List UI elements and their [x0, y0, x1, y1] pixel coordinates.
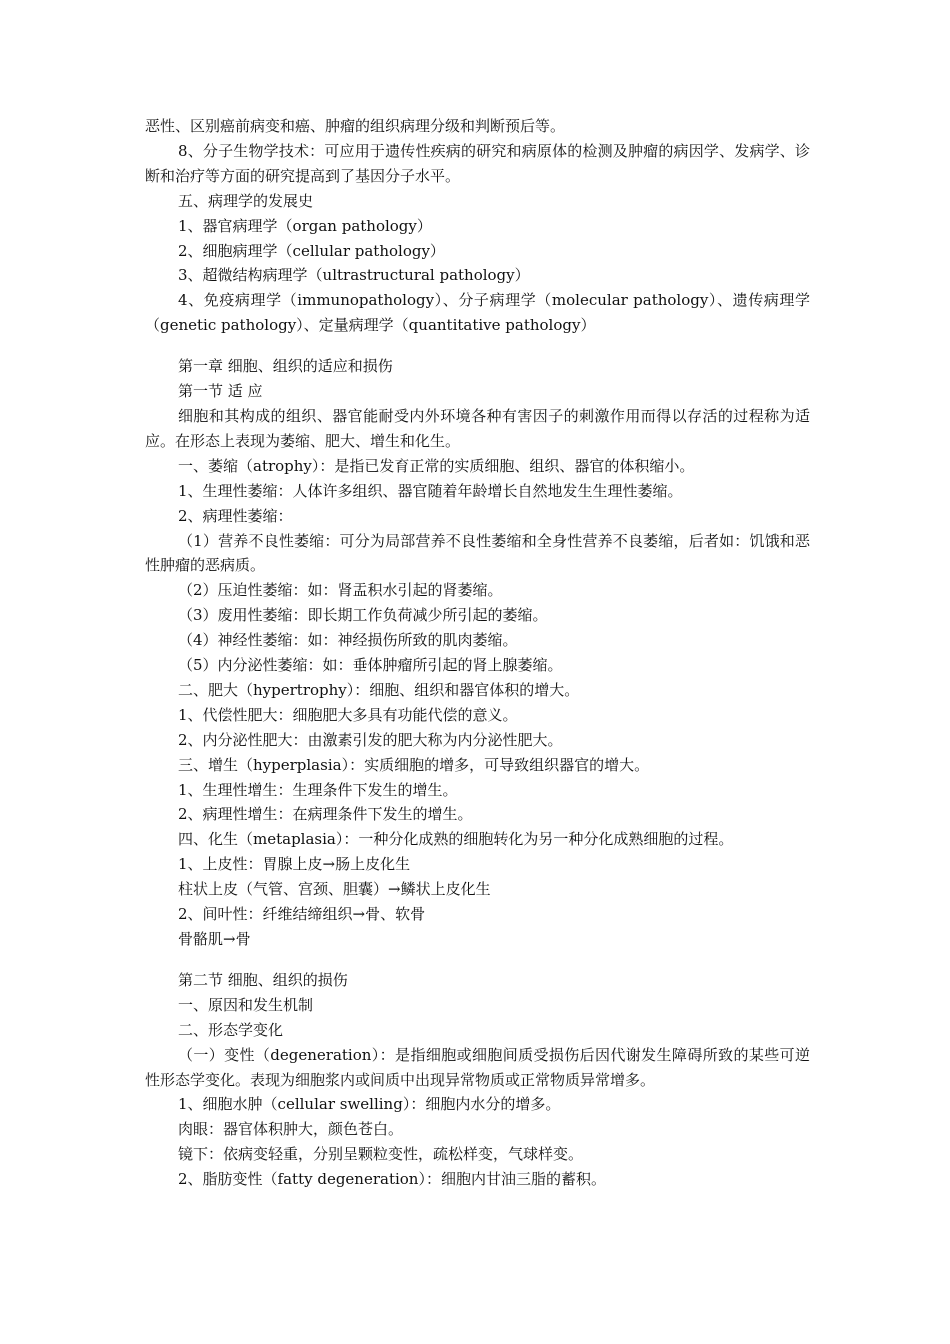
text-line: 镜下：依病变轻重，分别呈颗粒变性，疏松样变，气球样变。	[178, 1145, 584, 1164]
document-page	[145, 114, 810, 1192]
list-item: 2、间叶性：纤维结缔组织→骨、软骨	[178, 905, 426, 924]
section-heading: 第一节 适 应	[178, 382, 263, 401]
paragraph: 4、免疫病理学（immunopathology）、分子病理学（molecular pathology）、遗传病理学（genetic pathology）、定量病理学（quantitative pathology）	[145, 291, 810, 335]
text-line: 一、萎缩（atrophy）：是指已发育正常的实质细胞、组织、器官的体积缩小。	[178, 456, 695, 475]
list-item: 1、上皮性：胃腺上皮→肠上皮化生	[178, 855, 411, 874]
list-item: （2）压迫性萎缩：如：肾盂积水引起的肾萎缩。	[178, 581, 503, 600]
text-line: 二、形态学变化	[178, 1020, 284, 1039]
section-heading: 第二节 细胞、组织的损伤	[178, 970, 348, 989]
list-item: 3、超微结构病理学（ultrastructural pathology）	[178, 266, 530, 285]
text-line: 恶性、区别癌前病变和癌、肿瘤的组织病理分级和判断预后等。	[145, 117, 566, 135]
list-item: （5）内分泌性萎缩：如：垂体肿瘤所引起的肾上腺萎缩。	[178, 656, 563, 675]
list-item: 2、脂肪变性（fatty degeneration）：细胞内甘油三脂的蓄积。	[178, 1170, 606, 1189]
text-line: 四、化生（metaplasia）：一种分化成熟的细胞转化为另一种分化成熟细胞的过程。	[178, 830, 734, 849]
list-item: 1、细胞水肿（cellular swelling）：细胞内水分的增多。	[178, 1095, 561, 1114]
list-item: 2、病理性增生：在病理条件下发生的增生。	[178, 805, 473, 824]
list-item: （3）废用性萎缩：即长期工作负荷减少所引起的萎缩。	[178, 606, 548, 625]
list-item: 1、生理性萎缩：人体许多组织、器官随着年龄增长自然地发生生理性萎缩。	[178, 481, 683, 500]
list-item: 1、代偿性肥大：细胞肥大多具有功能代偿的意义。	[178, 705, 518, 724]
paragraph: 细胞和其构成的组织、器官能耐受内外环境各种有害因子的刺激作用而得以存活的过程称为适应。在形态上表现为萎缩、肥大、增生和化生。	[145, 406, 810, 450]
paragraph: （1）营养不良性萎缩：可分为局部营养不良性萎缩和全身性营养不良萎缩，后者如：饥饿和恶性肿瘤的恶病质。	[145, 531, 810, 575]
list-item: 1、器官病理学（organ pathology）	[178, 216, 432, 235]
list-item: 2、细胞病理学（cellular pathology）	[178, 241, 445, 260]
text-line: 三、增生（hyperplasia）：实质细胞的增多，可导致组织器官的增大。	[178, 755, 650, 774]
list-item: 1、生理性增生：生理条件下发生的增生。	[178, 780, 458, 799]
chapter-heading: 第一章 细胞、组织的适应和损伤	[178, 357, 393, 376]
text-line: 二、肥大（hypertrophy）：细胞、组织和器官体积的增大。	[178, 680, 580, 699]
text-line: 肉眼：器官体积肿大，颜色苍白。	[178, 1120, 404, 1139]
list-item: 柱状上皮（气管、宫颈、胆囊）→鳞状上皮化生	[178, 880, 491, 899]
list-item: 2、病理性萎缩：	[178, 506, 293, 525]
section-heading: 五、病理学的发展史	[178, 191, 314, 210]
list-item: （4）神经性萎缩：如：神经损伤所致的肌肉萎缩。	[178, 631, 518, 650]
text-line: 一、原因和发生机制	[178, 995, 314, 1014]
list-item: 2、内分泌性肥大：由激素引发的肥大称为内分泌性肥大。	[178, 730, 563, 749]
paragraph: 8、分子生物学技术：可应用于遗传性疾病的研究和病原体的检测及肿瘤的病因学、发病学、诊断和治疗等方面的研究提高到了基因分子水平。	[145, 141, 810, 185]
spacer	[145, 952, 810, 968]
paragraph: （一）变性（degeneration）：是指细胞或细胞间质受损伤后因代谢发生障碍所致的某些可逆性形态学变化。表现为细胞浆内或间质中出现异常物质或正常物质异常增多。	[145, 1045, 810, 1089]
spacer	[145, 338, 810, 354]
list-item: 骨骼肌→骨	[178, 930, 251, 948]
